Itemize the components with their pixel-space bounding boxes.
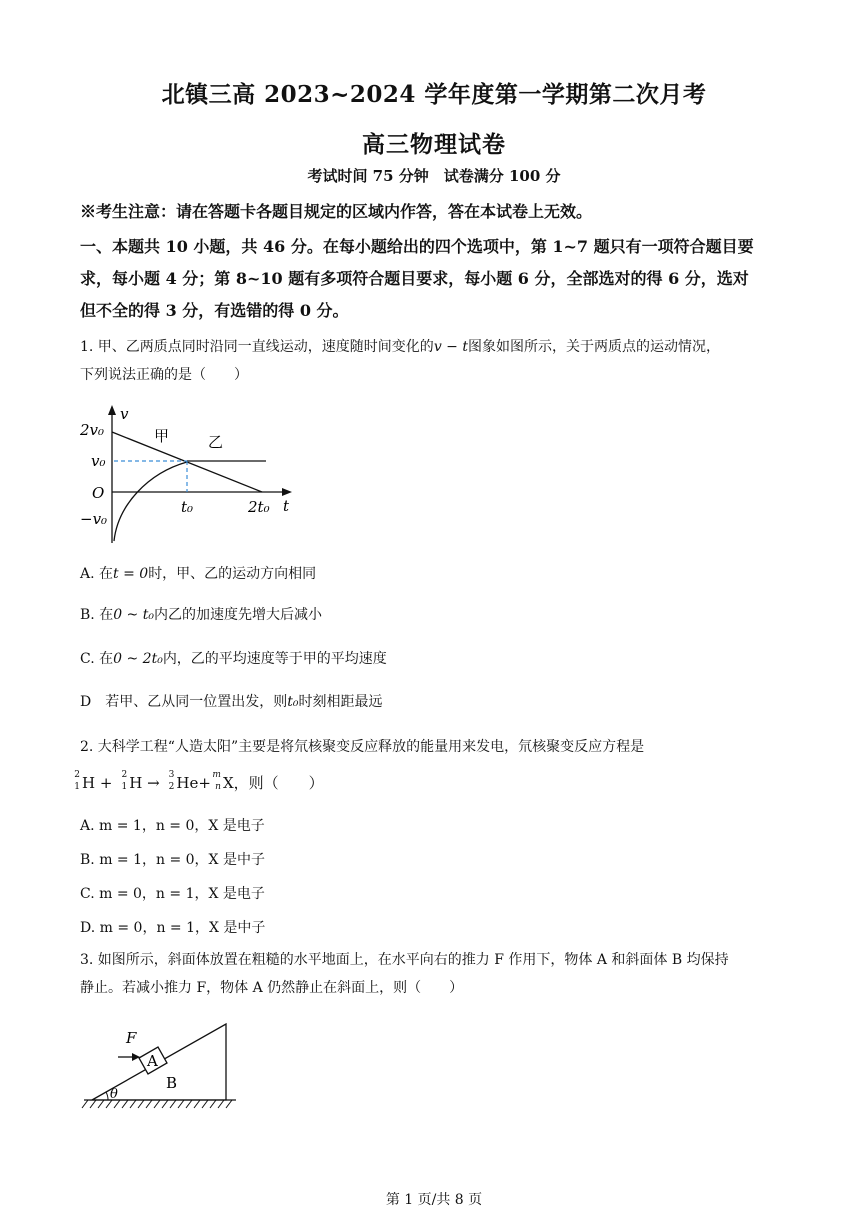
q1-option-c[interactable]: [80, 648, 387, 668]
q1-option-a[interactable]: [80, 563, 316, 583]
section-line: 求，每小题 4 分；第 8~10 题有多项符合题目要求，每小题 6 分，全部选对的得 6 分，选对: [80, 269, 749, 288]
option-math: t₀: [287, 694, 299, 710]
nuclide-x: m n X: [212, 770, 234, 792]
q1-vt-symbol: v − t: [433, 339, 468, 355]
origin-label: O: [92, 484, 105, 502]
q1-stem-text: 1. 甲、乙两质点同时沿同一直线运动，速度随时间变化的: [80, 339, 434, 355]
option-text: A. 在: [80, 566, 114, 582]
label-F: F: [126, 1029, 137, 1047]
q3-incline-figure: [80, 1018, 240, 1118]
option-text: B. 在: [80, 607, 114, 623]
section-1-instructions: [80, 231, 788, 327]
label-theta: θ: [110, 1087, 118, 1102]
option-text: C. 在: [80, 651, 114, 667]
axis-v-label: v: [120, 405, 129, 423]
section-line: 但不全的得 3 分，有选错的得 0 分。: [80, 301, 349, 320]
q2-option-a[interactable]: A. m = 1，n = 0，X 是电子: [80, 818, 265, 834]
question-1-stem: [80, 333, 788, 389]
option-text: D 若甲、乙从同一位置出发，则: [80, 694, 288, 710]
q2-option-d[interactable]: D. m = 0，n = 1，X 是中子: [80, 920, 266, 936]
tick-t0: t₀: [181, 498, 194, 516]
label-yi: 乙: [208, 433, 224, 451]
ground-hatching: [82, 1100, 232, 1108]
q1-option-d[interactable]: [80, 691, 382, 711]
axis-t-label: t: [283, 497, 290, 515]
notice: ※考生注意：请在答题卡各题目规定的区域内作答，答在本试卷上无效。: [80, 202, 593, 221]
q1-stem-text: 下列说法正确的是（ ）: [80, 367, 248, 383]
force-arrow-icon: [132, 1053, 140, 1061]
page-footer: 第 1 页/共 8 页: [385, 1192, 483, 1208]
curve-yi: [114, 462, 187, 541]
q2-option-b[interactable]: B. m = 1，n = 0，X 是中子: [80, 852, 265, 868]
tick-v0: v₀: [91, 452, 106, 470]
q3-stem-text: 3. 如图所示，斜面体放置在粗糙的水平地面上，在水平向右的推力 F 作用下，物体 A 和斜面体 B 均保持: [80, 952, 729, 968]
option-text: 内，乙的平均速度等于甲的平均速度: [162, 651, 387, 667]
exam-info: 考试时间 75 分钟 试卷满分 100 分: [307, 167, 561, 185]
q1-stem-text: 图象如图所示，关于两质点的运动情况，: [467, 339, 720, 355]
question-3-stem: [80, 946, 788, 1002]
eq-tail: ，则（ ）: [233, 774, 324, 792]
t-axis-arrow-icon: [282, 488, 292, 496]
question-2-stem: 2. 大科学工程“人造太阳”主要是将氘核聚变反应释放的能量用来发电，氘核聚变反应方程是: [80, 739, 645, 755]
q2-equation: 2 1 H + 2 1 H → 3 2 He+ m n X，则（ ）: [74, 770, 324, 792]
option-text: 内乙的加速度先增大后减小: [153, 607, 322, 623]
nuclide-he3: 3 2 He: [168, 770, 199, 792]
exam-title: 北镇三高 2023~2024 学年度第一学期第二次月考: [161, 81, 707, 108]
tick-2v0: 2v₀: [80, 421, 105, 439]
nuclide-h2: 2 1 H: [121, 770, 143, 792]
label-A: A: [147, 1052, 158, 1070]
q3-stem-text: 静止。若减小推力 F，物体 A 仍然静止在斜面上，则（ ）: [80, 980, 464, 996]
q2-option-c[interactable]: C. m = 0，n = 1，X 是电子: [80, 886, 265, 902]
option-text: 时，甲、乙的运动方向相同: [148, 566, 317, 582]
q1-vt-graph: [78, 403, 298, 548]
option-text: 时刻相距最远: [298, 694, 383, 710]
section-line: 一、本题共 10 小题，共 46 分。在每小题给出的四个选项中，第 1~7 题只有一项符合题目要: [80, 237, 754, 256]
v-axis-arrow-icon: [108, 405, 116, 415]
exam-subtitle: 高三物理试卷: [362, 131, 506, 158]
option-math: 0 ~ 2t₀: [113, 651, 163, 667]
tick-neg-v0: −v₀: [80, 510, 108, 528]
label-jia: 甲: [154, 427, 170, 445]
angle-arc: [106, 1092, 108, 1100]
q1-option-b[interactable]: [80, 604, 322, 624]
option-math: t = 0: [113, 566, 149, 582]
label-B: B: [166, 1074, 178, 1092]
tick-2t0: 2t₀: [248, 498, 270, 516]
option-math: 0 ~ t₀: [113, 607, 154, 623]
nuclide-h2: 2 1 H: [74, 770, 96, 792]
